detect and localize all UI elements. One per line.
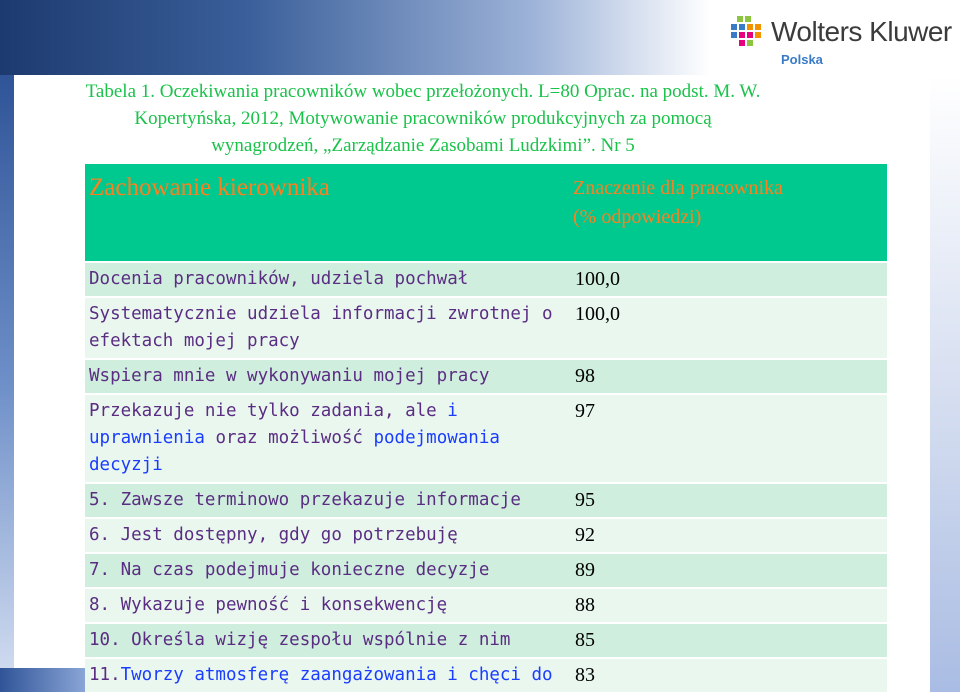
row-label-highlight: podejmowania decyzji [89, 428, 500, 475]
caption-line-2: Kopertyńska, 2012, Motywowanie pracowników produkcyjnych za pomocą [134, 108, 712, 129]
row-label: 6. Jest dostępny, gdy go potrzebuję [89, 525, 458, 545]
row-value: 85 [575, 629, 595, 651]
row-value: 95 [575, 489, 595, 511]
table-row [85, 519, 887, 554]
row-value: 98 [575, 365, 595, 387]
row-label: Systematycznie udziela informacji zwrotnej o efektach mojej pracy [89, 304, 553, 351]
row-value: 97 [575, 400, 595, 422]
table-row [85, 298, 887, 360]
table-row [85, 554, 887, 589]
row-label-highlight: i uprawnienia [89, 401, 458, 448]
header-behavior: Zachowanie kierownika [89, 174, 330, 201]
row-label-part: oraz możliwość [204, 428, 374, 448]
table-header [85, 164, 887, 261]
caption-line-3: wynagrodzeń, „Zarządzanie Zasobami Ludzkimi”. Nr 5 [211, 135, 635, 156]
row-label: 5. Zawsze terminowo przekazuje informacje [89, 490, 521, 510]
table-caption [78, 78, 768, 159]
header-importance [573, 174, 883, 232]
header-importance-line-1: Znaczenie dla pracownika [573, 177, 783, 199]
left-decor-strip [0, 75, 14, 692]
table-row [85, 263, 887, 298]
row-value: 83 [575, 664, 595, 686]
table-row [85, 360, 887, 395]
row-value: 89 [575, 559, 595, 581]
caption-line-1: Tabela 1. Oczekiwania pracowników wobec przełożonych. L=80 Oprac. na podst. M. W. [85, 81, 761, 102]
row-label: 10. Określa wizję zespołu wspólnie z nim [89, 630, 511, 650]
logo-mark-icon [727, 12, 767, 52]
row-label: Wspiera mnie w wykonywaniu mojej pracy [89, 366, 490, 386]
table-row [85, 589, 887, 624]
logo-sub: Polska [781, 52, 823, 67]
row-value: 88 [575, 594, 595, 616]
row-label-highlight: Tworzy atmosferę zaangażowania i chęci do [120, 665, 553, 685]
bottom-left-decor [0, 668, 85, 692]
row-value: 100,0 [575, 303, 620, 325]
row-label: 7. Na czas podejmuje konieczne decyzje [89, 560, 490, 580]
row-label-part: Przekazuje nie tylko zadania, ale [89, 401, 448, 421]
expectations-table [85, 263, 887, 694]
logo-name: Wolters Kluwer [771, 16, 952, 47]
row-label: Docenia pracowników, udziela pochwał [89, 269, 469, 289]
table-row [85, 395, 887, 484]
row-value: 92 [575, 524, 595, 546]
table-row [85, 624, 887, 659]
table-row [85, 659, 887, 694]
row-value: 100,0 [575, 268, 620, 290]
wolters-kluwer-logo [727, 8, 957, 68]
row-label-part: 11. [89, 665, 121, 685]
right-decor-strip [930, 75, 960, 692]
row-label: 8. Wykazuje pewność i konsekwencję [89, 595, 448, 615]
header-importance-line-2: (% odpowiedzi) [573, 206, 702, 228]
top-banner [0, 0, 710, 75]
row-label [85, 659, 571, 692]
row-label [85, 395, 571, 482]
table-row [85, 484, 887, 519]
